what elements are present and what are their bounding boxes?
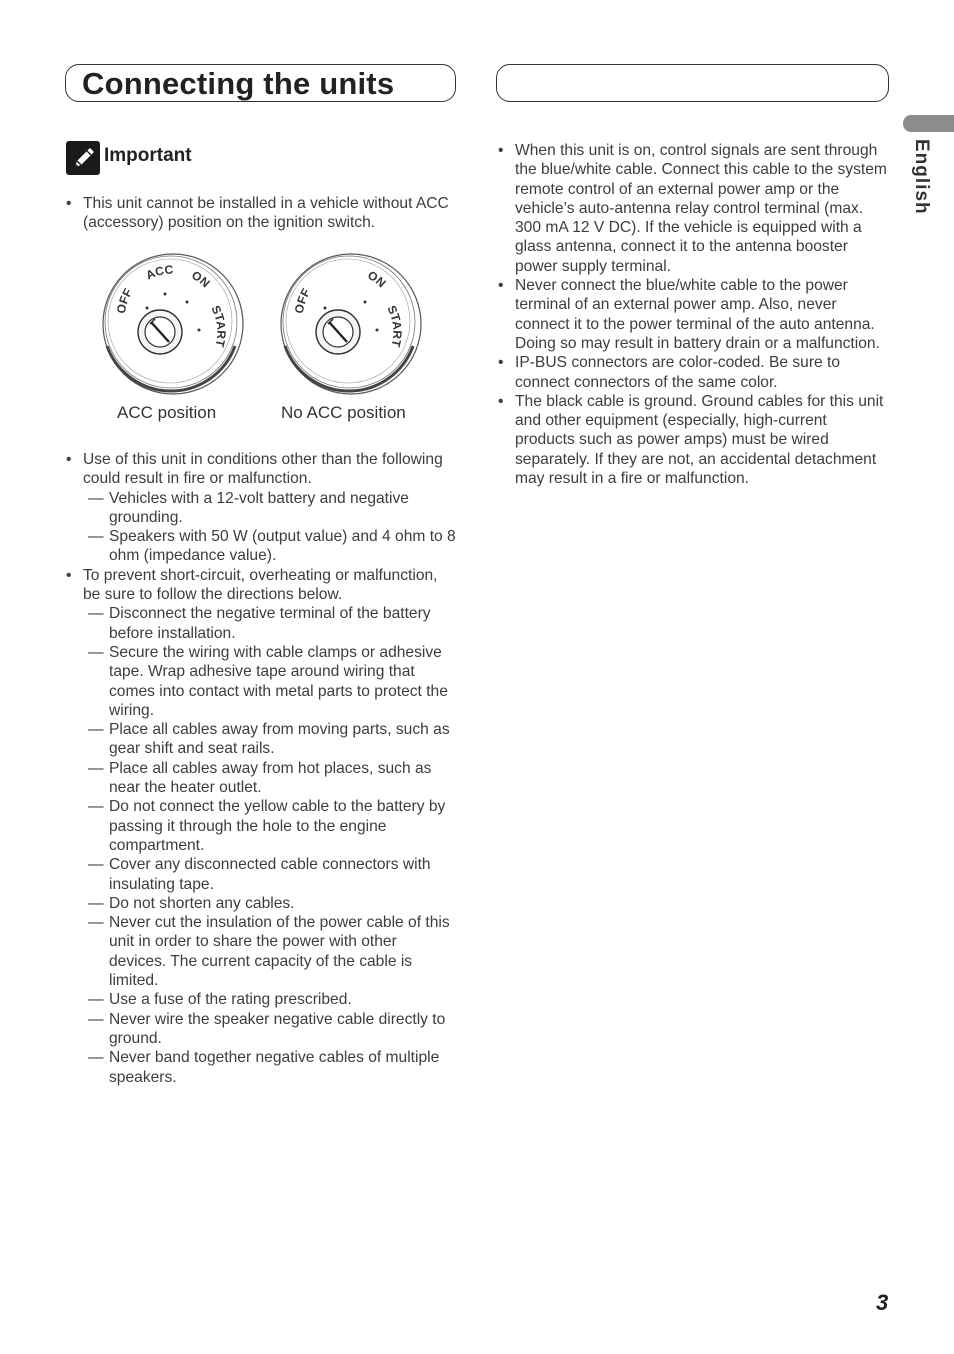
sub-list-item: — Cover any disconnected cable connectors with insulating tape. <box>66 855 458 894</box>
list-item: • To prevent short-circuit, overheating or malfunction, be sure to follow the directions below. <box>66 566 458 605</box>
list-item: • Never connect the blue/white cable to the power terminal of an external power amp. Also, never connect it to the power terminal of the auto antenna. Doing so may result in battery drain or a malfunction. <box>498 276 888 353</box>
noacc-position-caption: No ACC position <box>281 403 406 422</box>
sub-list-item: — Place all cables away from hot places, such as near the heater outlet. <box>66 759 458 798</box>
acc-switch-off-label: OFF <box>113 286 136 315</box>
list-item: • IP-BUS connectors are color-coded. Be sure to connect connectors of the same color. <box>498 353 888 392</box>
noacc-switch-on-label: ON <box>365 267 389 291</box>
ignition-switch-figure <box>95 246 435 431</box>
sub-list-item: — Secure the wiring with cable clamps or adhesive tape. Wrap adhesive tape around wiring that comes into contact with metal parts to protect the wiring. <box>66 643 458 720</box>
acc-switch-on-label: ON <box>189 267 213 291</box>
list-item: • Use of this unit in conditions other than the following could result in fire or malfunction. <box>66 450 458 489</box>
acc-switch-acc-label: ACC <box>143 262 174 283</box>
important-label: Important <box>104 145 192 166</box>
pencil-note-icon <box>66 141 100 175</box>
noacc-switch <box>281 254 421 394</box>
right-column-list <box>498 141 888 488</box>
left-column-list <box>66 450 458 1087</box>
language-tab-label: English <box>911 139 932 215</box>
language-tab-marker <box>903 115 954 132</box>
page-number: 3 <box>876 1290 889 1315</box>
sub-list-item: — Never band together negative cables of multiple speakers. <box>66 1048 458 1087</box>
list-item: • This unit cannot be installed in a vehicle without ACC (accessory) position on the ignition switch. <box>66 194 456 233</box>
noacc-switch-off-label: OFF <box>291 286 314 315</box>
noacc-switch-start-label: START <box>384 303 405 349</box>
list-item: • When this unit is on, control signals are sent through the blue/white cable. Connect this cable to the system remote control of an external power amp or the vehicle’s auto-antenna relay control terminal (max. 300 mA 12 V DC). If the vehicle is equipped with a glass antenna, connect it to the antenna booster power supply terminal. <box>498 141 888 276</box>
sub-list-item: — Do not shorten any cables. <box>66 894 458 913</box>
empty-title-box <box>496 64 889 102</box>
section-title-box <box>65 64 456 102</box>
intro-block <box>66 194 456 233</box>
sub-list-item: — Speakers with 50 W (output value) and 4 ohm to 8 ohm (impedance value). <box>66 527 458 566</box>
list-item: • The black cable is ground. Ground cables for this unit and other equipment (especially, high-current products such as power amps) must be wired separately. If they are not, an accidental detachment may result in a fire or malfunction. <box>498 392 888 488</box>
sub-list-item: — Never wire the speaker negative cable directly to ground. <box>66 1010 458 1049</box>
sub-list-item: — Place all cables away from moving parts, such as gear shift and seat rails. <box>66 720 458 759</box>
sub-list-item: — Use a fuse of the rating prescribed. <box>66 990 458 1009</box>
acc-switch <box>103 254 243 394</box>
acc-switch-start-label: START <box>208 303 229 349</box>
ignition-switch-illustration <box>95 246 435 396</box>
sub-list-item: — Do not connect the yellow cable to the battery by passing it through the hole to the engine compartment. <box>66 797 458 855</box>
sub-list-item: — Never cut the insulation of the power cable of this unit in order to share the power with other devices. The current capacity of the cable is limited. <box>66 913 458 990</box>
sub-list-item: — Disconnect the negative terminal of the battery before installation. <box>66 604 458 643</box>
sub-list-item: — Vehicles with a 12-volt battery and negative grounding. <box>66 489 458 528</box>
page-title: Connecting the units <box>82 66 395 101</box>
acc-position-caption: ACC position <box>117 403 217 422</box>
language-tab <box>905 139 935 219</box>
